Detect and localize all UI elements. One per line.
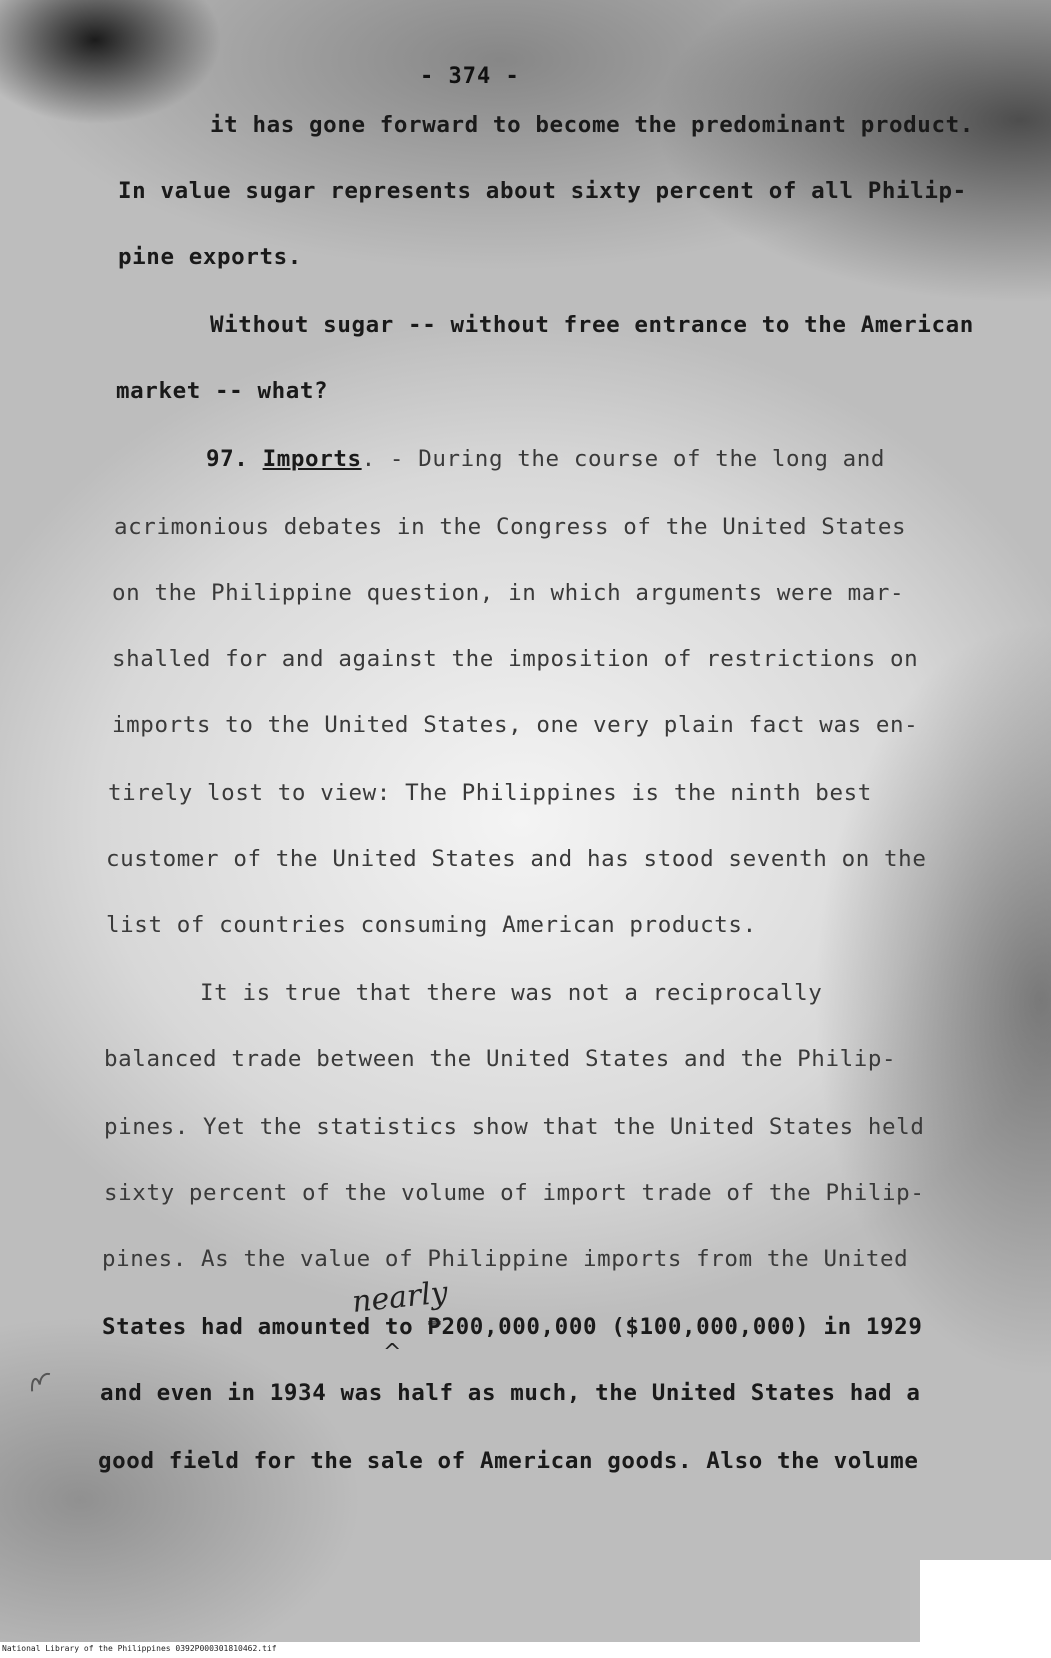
- text-line-21: good field for the sale of American goods. Also the volume: [98, 1448, 919, 1474]
- insertion-caret: ^: [383, 1340, 402, 1365]
- text-line-19: States had amounted to ₱200,000,000 ($100,000,000) in 1929: [102, 1314, 923, 1340]
- text-line-9: shalled for and against the imposition of restrictions on: [112, 646, 919, 672]
- margin-pencil-mark: [22, 1364, 57, 1397]
- text-line-1: it has gone forward to become the predominant product.: [210, 112, 974, 138]
- handwritten-insertion: nearly: [350, 1275, 450, 1320]
- text-line-5: market -- what?: [116, 378, 329, 404]
- footer-caption: National Library of the Philippines 0392P000301810462.tif: [2, 1644, 277, 1653]
- text-line-2: In value sugar represents about sixty percent of all Philip-: [118, 178, 967, 204]
- text-line-18: pines. As the value of Philippine imports from the United: [102, 1246, 909, 1272]
- text-line-14: It is true that there was not a reciprocally: [200, 980, 823, 1006]
- text-line-7: acrimonious debates in the Congress of the United States: [114, 514, 907, 540]
- text-line-15: balanced trade between the United States and the Philip-: [104, 1046, 897, 1072]
- text-line-13: list of countries consuming American products.: [106, 912, 757, 938]
- section-intro: . - During the course of the long and: [361, 446, 886, 472]
- text-line-11: tirely lost to view: The Philippines is the ninth best: [108, 780, 872, 806]
- text-line-10: imports to the United States, one very plain fact was en-: [112, 712, 919, 738]
- text-line-3: pine exports.: [118, 244, 302, 270]
- text-line-17: sixty percent of the volume of import trade of the Philip-: [104, 1180, 925, 1206]
- section-title: Imports: [262, 446, 362, 472]
- section-heading-line: [206, 446, 885, 472]
- page-number: - 374 -: [420, 64, 520, 89]
- text-line-8: on the Philippine question, in which arguments were mar-: [112, 580, 905, 606]
- text-line-16: pines. Yet the statistics show that the United States held: [104, 1114, 925, 1140]
- text-line-12: customer of the United States and has stood seventh on the: [106, 846, 927, 872]
- section-number: 97.: [206, 446, 249, 472]
- text-line-4: Without sugar -- without free entrance to the American: [210, 312, 974, 338]
- text-line-20: and even in 1934 was half as much, the United States had a: [100, 1380, 921, 1406]
